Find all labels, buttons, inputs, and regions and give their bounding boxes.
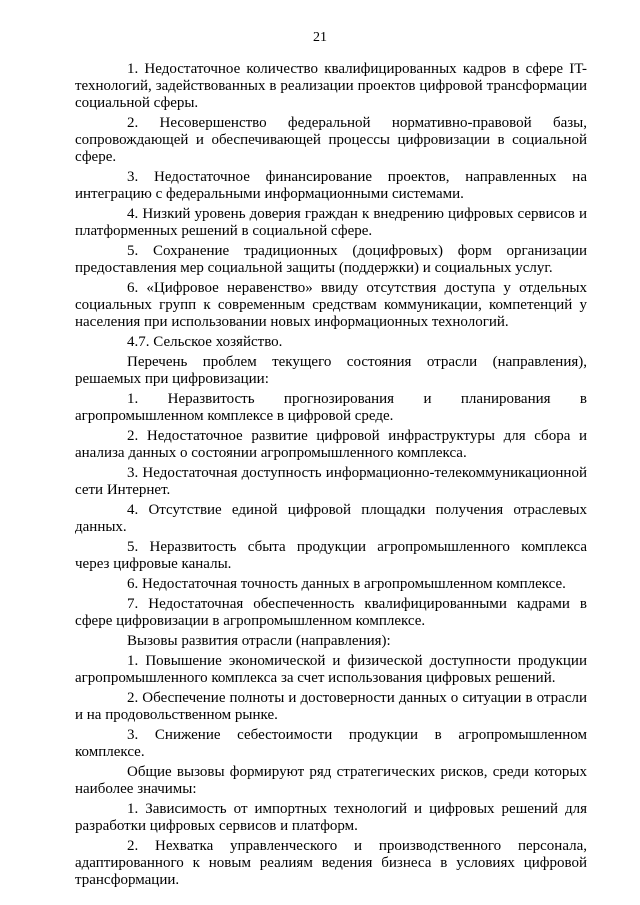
paragraph-social-problem-3: 3. Недостаточное финансирование проектов, направленных на интеграцию с федеральными информационными системами.: [75, 169, 587, 202]
paragraph-risk-1: 1. Зависимость от импортных технологий и цифровых решений для разработки цифровых сервисов и платформ.: [75, 801, 587, 834]
section-heading-agriculture: 4.7. Сельское хозяйство.: [127, 334, 283, 350]
page-number: 21: [313, 30, 327, 45]
document-body: [75, 61, 587, 889]
paragraph-problems-intro: Перечень проблем текущего состояния отрасли (направления), решаемых при цифровизации:: [75, 354, 587, 387]
paragraph-challenge-3: 3. Снижение себестоимости продукции в агропромышленном комплексе.: [75, 727, 587, 760]
paragraph-agro-problem-2: 2. Недостаточное развитие цифровой инфраструктуры для сбора и анализа данных о состоянии агропромышленного комплекса.: [75, 428, 587, 461]
paragraph-agro-problem-5: 5. Неразвитость сбыта продукции агропромышленного комплекса через цифровые каналы.: [75, 539, 587, 572]
paragraph-challenges-intro: Вызовы развития отрасли (направления):: [127, 633, 391, 649]
paragraph-agro-problem-4: 4. Отсутствие единой цифровой площадки получения отраслевых данных.: [75, 502, 587, 535]
paragraph-agro-problem-7: 7. Недостаточная обеспеченность квалифицированными кадрами в сфере цифровизации в агропромышленном комплексе.: [75, 596, 587, 629]
paragraph-social-problem-4: 4. Низкий уровень доверия граждан к внедрению цифровых сервисов и платформенных решений в социальной сфере.: [75, 206, 587, 239]
paragraph-social-problem-6: 6. «Цифровое неравенство» ввиду отсутствия доступа у отдельных социальных групп к современным средствам коммуникации, компетенций у населения при использовании новых информационных технологий.: [75, 280, 587, 330]
paragraph-agro-problem-1: 1. Неразвитость прогнозирования и планирования в агропромышленном комплексе в цифровой среде.: [75, 391, 587, 424]
paragraph-challenge-1: 1. Повышение экономической и физической доступности продукции агропромышленного комплекса за счет использования цифровых решений.: [75, 653, 587, 686]
paragraph-social-problem-5: 5. Сохранение традиционных (доцифровых) форм организации предоставления мер социальной защиты (поддержки) и социальных услуг.: [75, 243, 587, 276]
paragraph-risks-intro: Общие вызовы формируют ряд стратегических рисков, среди которых наиболее значимы:: [75, 764, 587, 797]
paragraph-social-problem-2: 2. Несовершенство федеральной нормативно-правовой базы, сопровождающей и обеспечивающей процессы цифровизации в социальной сфере.: [75, 115, 587, 165]
paragraph-agro-problem-6: 6. Недостаточная точность данных в агропромышленном комплексе.: [127, 576, 566, 592]
paragraph-challenge-2: 2. Обеспечение полноты и достоверности данных о ситуации в отрасли и на продовольственном рынке.: [75, 690, 587, 723]
paragraph-risk-2: 2. Нехватка управленческого и производственного персонала, адаптированного к новым реалиям ведения бизнеса в условиях цифровой трансформации.: [75, 838, 587, 888]
paragraph-agro-problem-3: 3. Недостаточная доступность информационно-телекоммуникационной сети Интернет.: [75, 465, 587, 498]
paragraph-social-problem-1: 1. Недостаточное количество квалифицированных кадров в сфере IT-технологий, задействованных в реализации проектов цифровой трансформации социальной сферы.: [75, 61, 587, 111]
